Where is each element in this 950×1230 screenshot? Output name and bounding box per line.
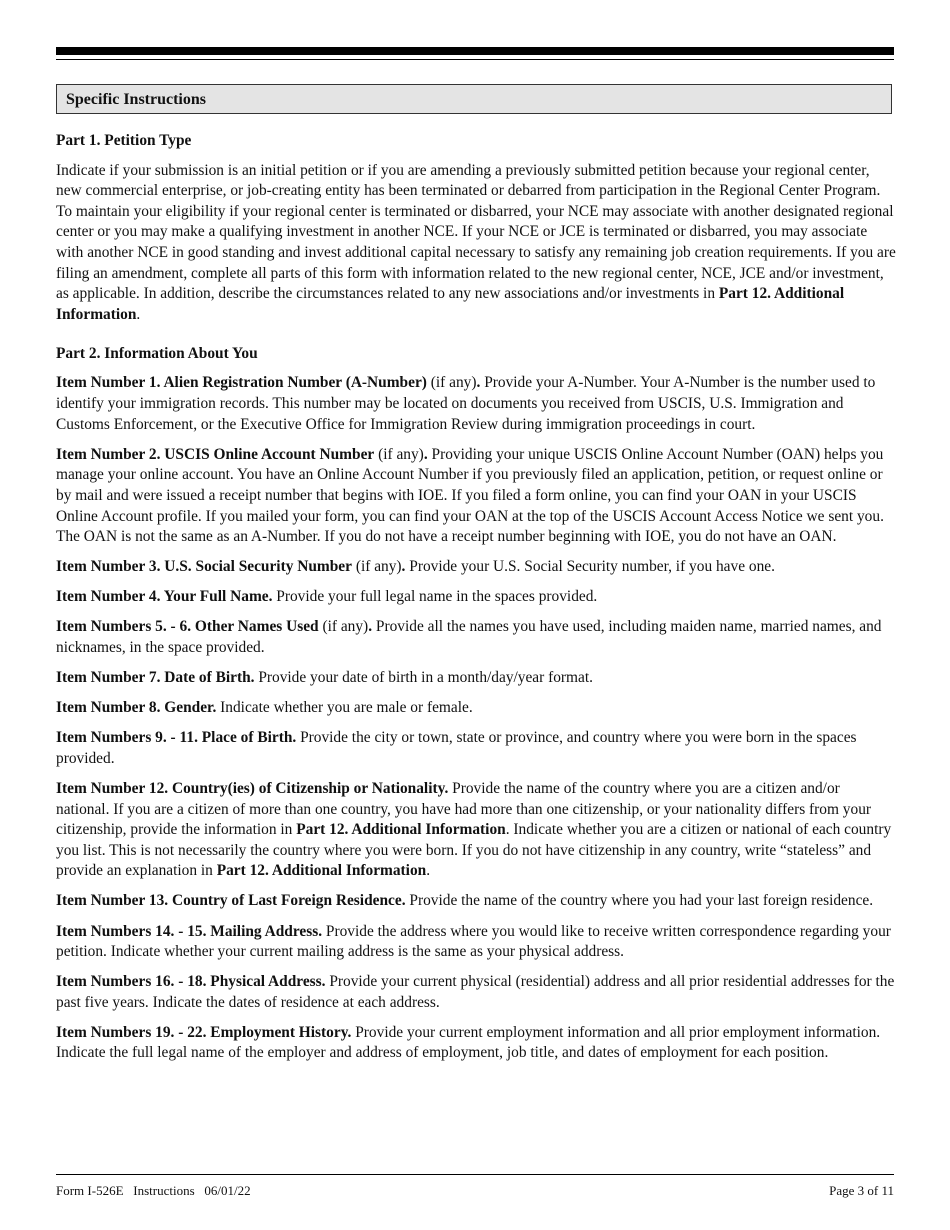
item-1: Item Number 1. Alien Registration Number (A-Number) (if any). Provide your A-Number. Your A-Number is the number used to identify your immigration records. This number may be located on documents you received from USCIS, U.S. Immigration and Customs Enforcement, or the Executive Office for Immigration Review during immigration proceedings in court. [56, 374, 876, 433]
item-12: Item Number 12. Country(ies) of Citizenship or Nationality. Provide the name of the country where you are a citizen and/or national. If you are a citizen of more than one country, you have had more than one citizenship, or your nationality differs from your citizenship, provide the information in Part 12. Additional Information. Indicate whether you are a citizen or national of each country you list. This is not necessarily the country where you were born. If you do not have citizenship in any country, write “stateless” and provide an explanation in Part 12. Additional Information. [56, 779, 892, 880]
form-identifier: Form I-526E Instructions 06/01/22 [56, 1183, 251, 1198]
item-3: Item Number 3. U.S. Social Security Number (if any). Provide your U.S. Social Security number, if you have one. [56, 558, 775, 576]
item-4: Item Number 4. Your Full Name. Provide your full legal name in the spaces provided. [56, 588, 598, 606]
item-8: Item Number 8. Gender. Indicate whether you are male or female. [56, 699, 473, 717]
item-14-15: Item Numbers 14. - 15. Mailing Address. Provide the address where you would like to receive written correspondence regarding your petition. Indicate whether your current mailing address is the same as your physical address. [56, 922, 891, 961]
item-2: Item Number 2. USCIS Online Account Number (if any). Providing your unique USCIS Online Account Number (OAN) helps you manage your online account. You have an Online Account Number if you previously filed an application, petition, or request online or by mail and were issued a receipt number that begins with IOE. If you filed a form online, you can find your OAN in your USCIS Online Account profile. If you mailed your form, you can find your OAN at the top of the USCIS Account Access Notice we sent you. The OAN is not the same as an A-Number. If you do not have a receipt number beginning with IOE, you do not have an OAN. [56, 445, 884, 546]
item-9-11: Item Numbers 9. - 11. Place of Birth. Provide the city or town, state or province, and country where you were born in the spaces provided. [56, 729, 857, 767]
instructions-content [56, 131, 896, 1074]
item-5-6: Item Numbers 5. - 6. Other Names Used (if any). Provide all the names you have used, including maiden name, married names, and nicknames, in the space provided. [56, 618, 882, 656]
item-16-18: Item Numbers 16. - 18. Physical Address. Provide your current physical (residential) address and all prior residential addresses for the past five years. Indicate the dates of residence at each address. [56, 973, 895, 1011]
item-13: Item Number 13. Country of Last Foreign Residence. Provide the name of the country where you had your last foreign residence. [56, 892, 874, 910]
part12-ref: Part 12. Additional Information [56, 285, 845, 323]
part1-heading: Part 1. Petition Type [56, 132, 192, 149]
top-thin-rule [56, 59, 894, 60]
footer-rule [56, 1174, 894, 1175]
part1-text: Indicate if your submission is an initial petition or if you are amending a previously submitted petition because your regional center, new commercial enterprise, or job-creating entity has been terminated or debarred from participation in the Regional Center Program. To maintain your eligibility if your regional center is terminated or disbarred, your NCE may associate with another designated regional center or you may make a qualifying investment in another NCE. If your NCE or JCE is terminated or disbarred, you may associate with another NCE in good standing and invest additional capital necessary to satisfy any remaining job creation requirements. If you are filing an amendment, complete all parts of this form with information related to the new regional center, NCE, JCE and/or investment, as applicable. In addition, describe the circumstances related to any new associations and/or investments in Part 12. Additional Information. [56, 161, 896, 323]
top-thick-rule [56, 47, 894, 55]
item-7: Item Number 7. Date of Birth. Provide your date of birth in a month/day/year format. [56, 669, 593, 687]
part2-heading: Part 2. Information About You [56, 344, 258, 362]
item-19-22: Item Numbers 19. - 22. Employment History. Provide your current employment information and all prior employment information. Indicate the full legal name of the employer and address of employment, job title, and dates of employment for each position. [56, 1023, 881, 1062]
page-number: Page 3 of 11 [829, 1183, 894, 1198]
section-title: Specific Instructions [56, 84, 892, 114]
